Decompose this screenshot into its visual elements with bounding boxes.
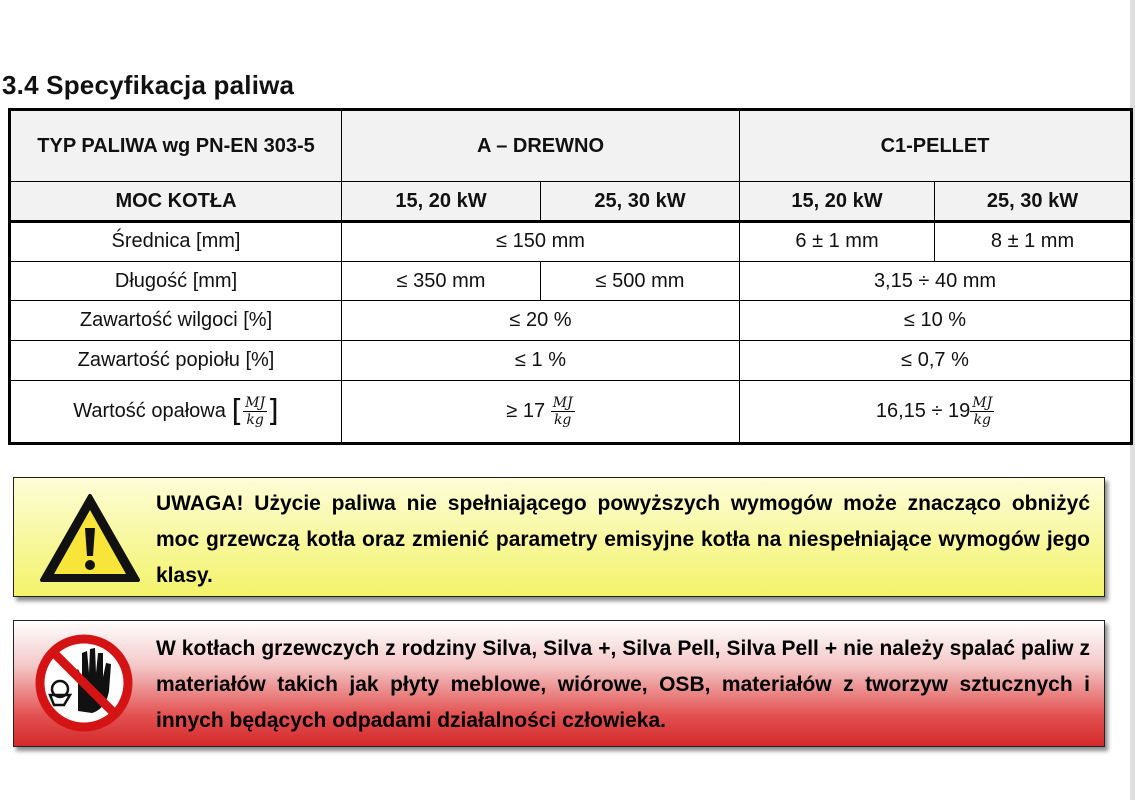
unit-numerator: MJ — [245, 394, 266, 411]
danger-box — [13, 620, 1105, 747]
table-row — [10, 301, 1132, 341]
unit-fraction — [970, 395, 994, 428]
table-row — [10, 341, 1132, 381]
table-cell: 3,15 ÷ 40 mm — [740, 261, 1132, 301]
row-label-calorific — [10, 380, 342, 443]
header-cell-power: MOC KOTŁA — [10, 182, 342, 222]
unit-numerator: MJ — [972, 394, 993, 411]
row-label: Zawartość wilgoci [%] — [10, 301, 342, 341]
table-cell — [740, 380, 1132, 443]
table-cell: ≤ 150 mm — [342, 222, 740, 262]
table-header-row — [10, 110, 1132, 182]
warning-triangle-icon — [38, 492, 142, 586]
table-row — [10, 261, 1132, 301]
table-header-row — [10, 182, 1132, 222]
table-cell: ≤ 20 % — [342, 301, 740, 341]
danger-text: W kotłach grzewczych z rodziny Silva, Silva +, Silva Pell, Silva Pell + nie należy spalać paliw z materiałów takich jak płyty meblowe, wiórowe, OSB, materiałów z tworzyw sztucznych i innych będących odpadami działalności człowieka. — [156, 637, 1090, 732]
unit-bracket-open: [ — [231, 393, 244, 429]
header-cell-fuel-type: TYP PALIWA wg PN-EN 303-5 — [10, 110, 342, 182]
warning-text: UWAGA! Użycie paliwa nie spełniającego powyższych wymogów może znacząco obniżyć moc grzewczą kotła oraz zmienić parametry emisyjne kotła na niespełniające wymogów jego klasy. — [156, 492, 1090, 587]
unit-fraction — [243, 395, 267, 428]
calorific-value-a: ≥ 17 — [506, 399, 546, 422]
unit-denominator: kg — [553, 411, 572, 428]
unit-denominator: kg — [246, 411, 264, 428]
no-entry-hand-icon — [34, 633, 134, 733]
row-label: Długość [mm] — [10, 261, 342, 301]
table-row — [10, 222, 1132, 262]
warning-box — [13, 477, 1105, 597]
table-cell: ≤ 500 mm — [541, 261, 740, 301]
row-label: Średnica [mm] — [10, 222, 342, 262]
fuel-spec-table — [8, 108, 1133, 445]
table-row — [10, 380, 1132, 443]
header-cell-power: 25, 30 kW — [935, 182, 1132, 222]
table-cell: 8 ± 1 mm — [935, 222, 1132, 262]
header-cell-power: 25, 30 kW — [541, 182, 740, 222]
header-cell-power: 15, 20 kW — [342, 182, 541, 222]
table-cell: ≤ 0,7 % — [740, 341, 1132, 381]
unit-fraction — [551, 395, 575, 428]
header-cell-fuel-a: A – DREWNO — [342, 110, 740, 182]
calorific-value-c1: 16,15 ÷ 19 — [875, 399, 971, 422]
unit-numerator: MJ — [552, 394, 573, 411]
section-heading: 3.4 Specyfikacja paliwa — [2, 70, 295, 100]
unit-bracket-close: ] — [267, 393, 279, 429]
table-cell: ≤ 350 mm — [342, 261, 541, 301]
unit-denominator: kg — [973, 411, 991, 428]
row-label: Zawartość popiołu [%] — [10, 341, 342, 381]
header-cell-power: 15, 20 kW — [740, 182, 935, 222]
table-cell: ≤ 1 % — [342, 341, 740, 381]
header-cell-fuel-c1: C1-PELLET — [740, 110, 1132, 182]
table-cell: 6 ± 1 mm — [740, 222, 935, 262]
table-cell — [342, 380, 740, 443]
row-label: Wartość opałowa — [73, 399, 226, 422]
table-cell: ≤ 10 % — [740, 301, 1132, 341]
